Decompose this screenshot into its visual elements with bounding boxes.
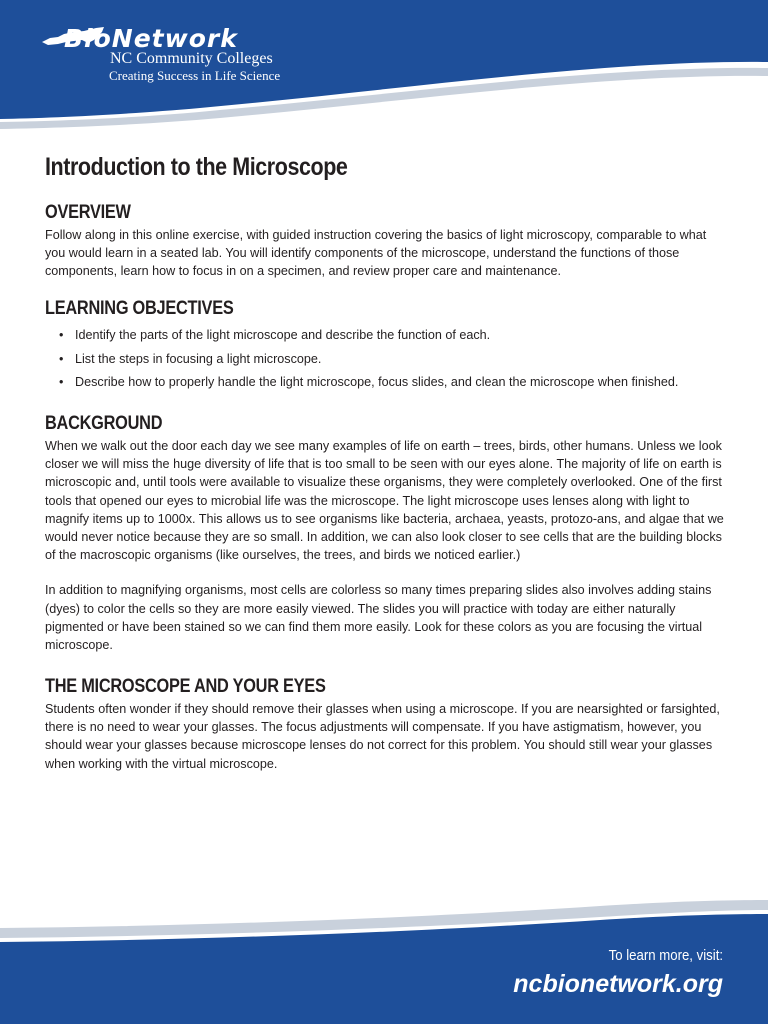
section-background (45, 413, 725, 654)
objective-text: List the steps in focusing a light microscope. (75, 351, 322, 366)
section-learning-objectives (45, 298, 678, 399)
logo-subtitle: NC Community Colleges (110, 50, 273, 67)
section-microscope-and-eyes (45, 676, 725, 773)
page-title: Introduction to the Microscope (45, 153, 348, 181)
website-link[interactable]: ncbionetwork.org (513, 970, 723, 998)
logo-wordmark: BioNetwork (64, 24, 238, 53)
bullet-icon: • (59, 351, 64, 366)
background-paragraph-1: When we walk out the door each day we see many examples of life on earth – trees, birds, other humans. Unless we look closer we will miss the huge diversity of life that is too small to be seen with our eyes alone. The majority of life on earth is microscopic and, until tools were available to visualize these organisms, they were completely overlooked. One of the first tools that opened our eyes to microbial life was the microscope. The light microscope uses lenses along with light to magnify items up to 1000x. This allows us to see organisms like bacteria, archaea, yeasts, protozo-ans, and algae that we would never notice because they are so small. In addition, we can also look closer to see cells that are the building blocks of the macroscopic organisms (like ourselves, the trees, and birds we noticed earlier.) (45, 439, 724, 563)
background-paragraph-2: In addition to magnifying organisms, most cells are colorless so many times preparing slides also involves adding stains (dyes) to color the cells so they are more easily viewed. The slides you will practice with today are either naturally pigmented or have been stained so we can find them more easily. Look for these colors as you are focusing the virtual microscope. (45, 583, 712, 653)
background-heading: BACKGROUND (45, 413, 163, 434)
bionetwork-logo[interactable] (40, 24, 330, 84)
section-overview (45, 202, 725, 281)
overview-heading: OVERVIEW (45, 202, 131, 223)
footer-banner (0, 890, 768, 1024)
microscope-eyes-body: Students often wonder if they should remove their glasses when using a microscope. If you are nearsighted or farsighted, there is no need to wear your glasses. The focus adjustments will compensate. If you have astigmatism, however, you should wear your glasses because microscope lenses do not correct for this problem. You should still wear your glasses when working with the virtual microscope. (45, 702, 720, 771)
list-item (45, 352, 678, 366)
objectives-list (45, 328, 678, 389)
logo-tagline: Creating Success in Life Science (109, 68, 281, 83)
bullet-icon: • (59, 328, 64, 342)
objective-text: Describe how to properly handle the light microscope, focus slides, and clean the microscope when finished. (75, 375, 679, 389)
objective-text: Identify the parts of the light microscope and describe the function of each. (75, 328, 491, 342)
microscope-eyes-heading: THE MICROSCOPE AND YOUR EYES (45, 676, 326, 697)
learning-objectives-heading: LEARNING OBJECTIVES (45, 298, 234, 319)
learn-more-text: To learn more, visit: (608, 947, 723, 964)
list-item (45, 375, 678, 389)
bullet-icon: • (59, 375, 64, 389)
list-item (45, 328, 678, 342)
overview-body: Follow along in this online exercise, with guided instruction covering the basics of light microscopy, comparable to what you would learn in a seated lab. You will identify components of the microscope, understand the functions of those components, learn how to focus in on a specimen, and review proper care and maintenance. (45, 228, 707, 279)
header-banner (0, 0, 768, 150)
